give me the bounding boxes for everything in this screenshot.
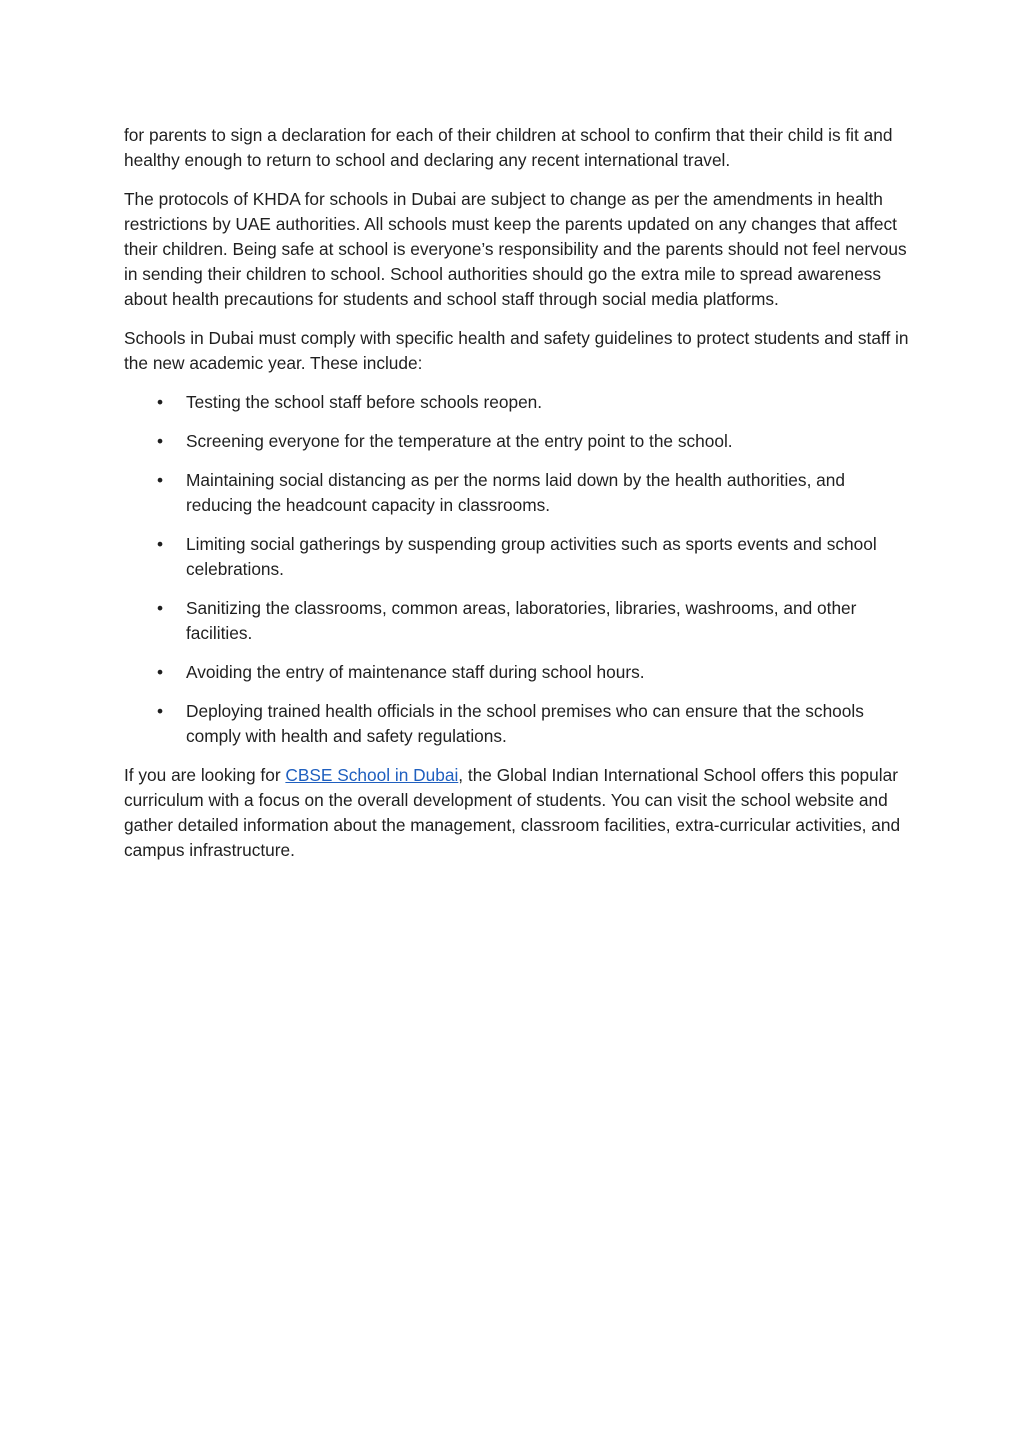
list-item [124,429,909,454]
paragraph-guidelines-intro: Schools in Dubai must comply with specific health and safety guidelines to protect students and staff in the new academic year. These include: [124,328,909,373]
list-item [124,468,909,518]
bullet-icon: • [156,431,164,451]
paragraph-khda-protocols: The protocols of KHDA for schools in Dubai are subject to change as per the amendments in health restrictions by UAE authorities. All schools must keep the parents updated on any changes that affect their children. Being safe at school is everyone’s responsibility and the parents should not feel nervous in sending their children to school. School authorities should go the extra mile to spread awareness about health precautions for students and school staff through social media platforms. [124,189,907,309]
list-item [124,699,909,749]
paragraph-declaration: for parents to sign a declaration for each of their children at school to confirm that their child is fit and healthy enough to return to school and declaring any recent international travel. [124,125,893,170]
list-item-text: Screening everyone for the temperature at the entry point to the school. [186,431,733,451]
closing-text-after-link: , the Global Indian International School offers this popular curriculum with a focus on the overall development of students. You can visit the school website and gather detailed information about the management, classroom facilities, extra-curricular activities, and campus infrastructure. [124,765,901,860]
guidelines-list [124,390,909,749]
paragraph-closing [124,763,909,863]
list-item-text: Avoiding the entry of maintenance staff during school hours. [186,662,645,682]
bullet-icon: • [156,662,164,682]
list-item-text: Sanitizing the classrooms, common areas, laboratories, libraries, washrooms, and other facilities. [186,598,857,643]
cbse-school-link[interactable]: CBSE School in Dubai [285,765,459,785]
list-item-text: Limiting social gatherings by suspending group activities such as sports events and school celebrations. [186,534,877,579]
document-page [124,123,909,877]
list-item-text: Deploying trained health officials in the school premises who can ensure that the schools comply with health and safety regulations. [186,701,864,746]
bullet-icon: • [156,534,164,554]
list-item [124,532,909,582]
bullet-icon: • [156,470,164,490]
bullet-icon: • [156,701,164,721]
list-item [124,660,909,685]
bullet-icon: • [156,598,164,618]
list-item [124,596,909,646]
bullet-icon: • [156,392,164,412]
list-item-text: Testing the school staff before schools reopen. [186,392,543,412]
list-item-text: Maintaining social distancing as per the norms laid down by the health authorities, and reducing the headcount capacity in classrooms. [186,470,845,515]
list-item [124,390,909,415]
closing-text-before-link: If you are looking for [124,765,286,785]
